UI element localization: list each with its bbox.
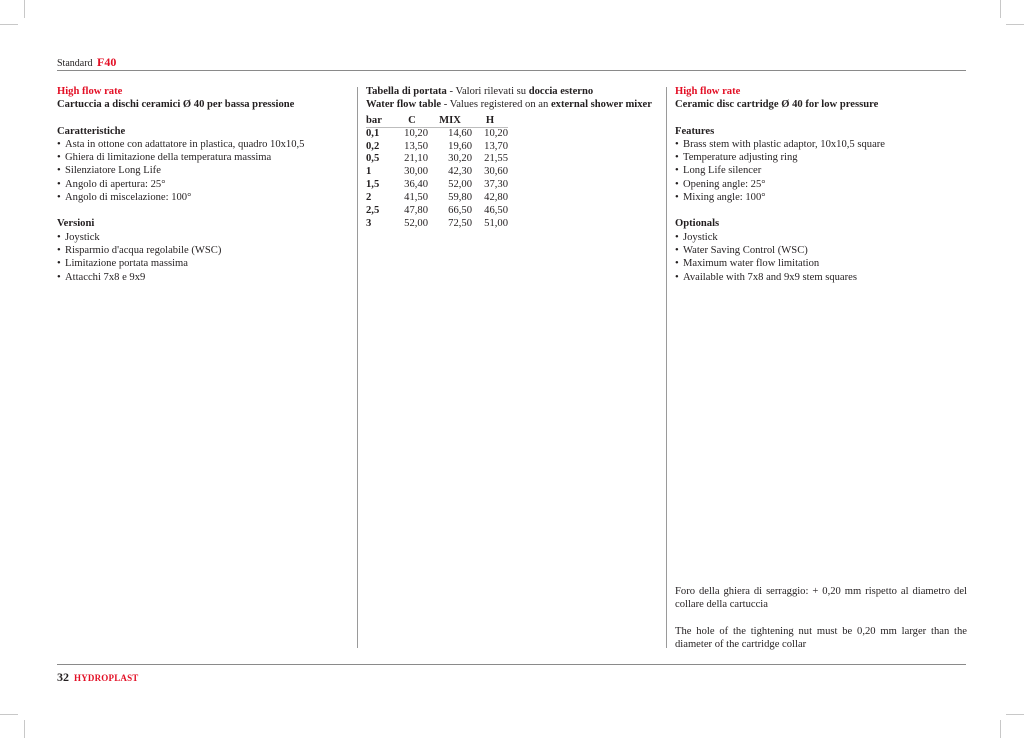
cell-h: 42,80: [484, 192, 508, 204]
cell-h: 30,60: [484, 166, 508, 178]
page-number: 32: [57, 670, 69, 684]
cell-bar: 3: [366, 217, 372, 229]
cell-bar: 0,2: [366, 140, 380, 152]
list-item: • Brass stem with plastic adaptor, 10x10,5 square: [675, 138, 967, 151]
cell-bar: 2,5: [366, 205, 380, 217]
cell-mix: 72,50: [448, 217, 472, 229]
cell-h: 13,70: [484, 140, 508, 152]
caption-it-title: Tabella di portata: [366, 86, 447, 97]
cell-h: 46,50: [484, 205, 508, 217]
table-header-row: [366, 114, 508, 128]
list-item: • Risparmio d'acqua regolabile (WSC): [57, 244, 347, 257]
list-item: • Silenziatore Long Life: [57, 164, 347, 177]
list-item: • Opening angle: 25°: [675, 178, 967, 191]
header-model: F40: [97, 55, 117, 69]
cell-h: 37,30: [484, 179, 508, 191]
caption-it-emphasis: doccia esterno: [528, 86, 594, 97]
list-item: • Water Saving Control (WSC): [675, 244, 967, 257]
crop-mark-top-left-v: [24, 0, 25, 18]
versions-list: [57, 231, 347, 284]
column-english: [675, 85, 967, 284]
column-flow-table: [366, 85, 658, 231]
cell-mix: 19,60: [448, 140, 472, 152]
list-item: • Long Life silencer: [675, 164, 967, 177]
crop-mark-top-right-v: [1000, 0, 1001, 18]
running-header: [57, 55, 116, 70]
table-row: [366, 179, 508, 192]
table-row: [366, 141, 508, 154]
table-caption-it: [366, 85, 658, 98]
table-row: [366, 153, 508, 166]
list-item: • Mixing angle: 100°: [675, 191, 967, 204]
cell-h: 10,20: [484, 127, 508, 139]
flow-table: [366, 114, 508, 231]
cell-c: 13,50: [404, 140, 428, 152]
column-italian: [57, 85, 347, 284]
cell-mix: 42,30: [448, 166, 472, 178]
list-item: • Attacchi 7x8 e 9x9: [57, 271, 347, 284]
cell-c: 52,00: [404, 217, 428, 229]
list-item: • Angolo di miscelazione: 100°: [57, 191, 347, 204]
column-divider-2: [666, 87, 667, 648]
features-heading: Caratteristiche: [57, 125, 126, 137]
cell-c: 30,00: [404, 166, 428, 178]
cell-mix: 59,80: [448, 192, 472, 204]
cell-h: 51,00: [484, 217, 508, 229]
note-english: The hole of the tightening nut must be 0,20 mm larger than the diameter of the cartridge collar: [675, 625, 967, 650]
versions-heading: Versioni: [57, 218, 95, 230]
cell-bar: 0,1: [366, 127, 380, 139]
table-row: [366, 218, 508, 231]
cell-bar: 1,5: [366, 179, 380, 191]
product-subtitle-en: Ceramic disc cartridge Ø 40 for low pressure: [675, 99, 879, 111]
col-header-mix: MIX: [428, 114, 472, 128]
page-footer: [57, 670, 139, 685]
list-item: • Ghiera di limitazione della temperatura massima: [57, 151, 347, 164]
note-italian: Foro della ghiera di serraggio: + 0,20 mm rispetto al diametro del collare della cartuccia: [675, 586, 967, 611]
header-rule: [57, 70, 966, 71]
list-item: • Limitazione portata massima: [57, 257, 347, 270]
col-header-c: C: [396, 114, 428, 128]
crop-mark-bottom-left-v: [24, 720, 25, 738]
cell-mix: 66,50: [448, 205, 472, 217]
table-row: [366, 127, 508, 140]
section-title: High flow rate: [57, 86, 123, 97]
list-item: • Temperature adjusting ring: [675, 151, 967, 164]
crop-mark-bottom-right-v: [1000, 720, 1001, 738]
crop-mark-bottom-left-h: [0, 714, 18, 715]
list-item: • Asta in ottone con adattatore in plastica, quadro 10x10,5: [57, 138, 347, 151]
crop-mark-top-right-h: [1006, 24, 1024, 25]
cell-c: 10,20: [404, 127, 428, 139]
list-item: • Joystick: [57, 231, 347, 244]
cell-c: 41,50: [404, 192, 428, 204]
col-header-h: H: [472, 114, 508, 128]
table-row: [366, 205, 508, 218]
features-list: [57, 138, 347, 204]
cell-h: 21,55: [484, 153, 508, 165]
caption-it-text: - Valori rilevati su: [446, 86, 529, 97]
crop-mark-bottom-right-h: [1006, 714, 1024, 715]
cell-bar: 1: [366, 166, 372, 178]
tightening-nut-note: [675, 585, 967, 664]
product-subtitle: Cartuccia a dischi ceramici Ø 40 per bassa pressione: [57, 99, 295, 111]
table-caption-en: [366, 98, 658, 111]
header-prefix: Standard: [57, 58, 93, 69]
features-list-en: [675, 138, 967, 204]
list-item: • Available with 7x8 and 9x9 stem squares: [675, 271, 967, 284]
optionals-heading: Optionals: [675, 218, 720, 230]
list-item: • Angolo di apertura: 25°: [57, 178, 347, 191]
list-item: • Joystick: [675, 231, 967, 244]
optionals-list: [675, 231, 967, 284]
cell-mix: 52,00: [448, 179, 472, 191]
features-heading-en: Features: [675, 125, 715, 137]
col-header-bar: bar: [366, 114, 396, 128]
caption-en-title: Water flow table: [366, 99, 442, 111]
cell-mix: 30,20: [448, 153, 472, 165]
table-row: [366, 166, 508, 179]
cell-mix: 14,60: [448, 127, 472, 139]
crop-mark-top-left-h: [0, 24, 18, 25]
cell-c: 36,40: [404, 179, 428, 191]
cell-c: 47,80: [404, 205, 428, 217]
caption-en-text: - Values registered on an: [441, 99, 551, 111]
footer-rule: [57, 664, 966, 665]
cell-c: 21,10: [404, 153, 428, 165]
cell-bar: 2: [366, 192, 372, 204]
column-divider-1: [357, 87, 358, 648]
caption-en-emphasis: external shower mixer: [550, 99, 652, 111]
section-title-en: High flow rate: [675, 86, 741, 97]
list-item: • Maximum water flow limitation: [675, 257, 967, 270]
brand-name: HYDROPLAST: [74, 673, 139, 683]
table-row: [366, 192, 508, 205]
cell-bar: 0,5: [366, 153, 380, 165]
